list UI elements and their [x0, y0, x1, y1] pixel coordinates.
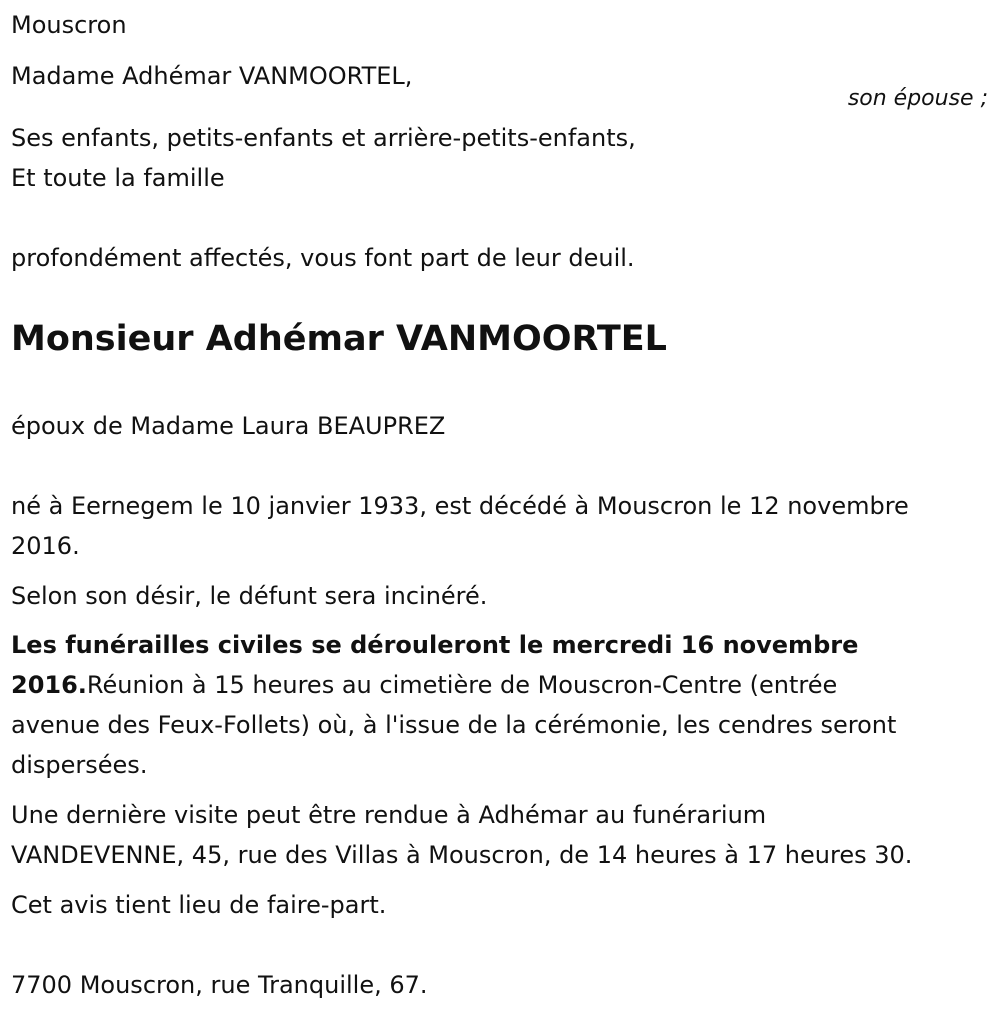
funeral-meeting: Réunion à 15 heures au cimetière de Mouscron-Centre (entrée: [86, 671, 838, 699]
family-address: 7700 Mouscron, rue Tranquille, 67.: [11, 971, 428, 999]
family-line-whole: Et toute la famille: [11, 164, 225, 192]
birth-death-line-1: né à Eernegem le 10 janvier 1933, est décédé à Mouscron le 12 novembre: [11, 492, 909, 520]
funeral-details-line-2: avenue des Feux-Follets) où, à l'issue de la cérémonie, les cendres seront: [11, 711, 897, 739]
mourning-text: profondément affectés, vous font part de leur deuil.: [11, 244, 635, 272]
widow-role: son épouse ;: [847, 86, 988, 111]
visit-line-1: Une dernière visite peut être rendue à Adhémar au funérarium: [11, 801, 767, 829]
visit-line-2: VANDEVENNE, 45, rue des Villas à Mouscron, de 14 heures à 17 heures 30.: [11, 841, 913, 869]
cremation-wish: Selon son désir, le défunt sera incinéré.: [11, 582, 488, 610]
city-heading: Mouscron: [11, 11, 127, 39]
family-line-children: Ses enfants, petits-enfants et arrière-petits-enfants,: [11, 124, 636, 152]
spouse-of: époux de Madame Laura BEAUPREZ: [11, 412, 446, 440]
deceased-name: Monsieur Adhémar VANMOORTEL: [11, 319, 667, 359]
funeral-details-line-1: [11, 665, 837, 705]
notice-note: Cet avis tient lieu de faire-part.: [11, 891, 387, 919]
widow-name: Madame Adhémar VANMOORTEL,: [11, 62, 413, 90]
funeral-details-line-3: dispersées.: [11, 751, 148, 779]
birth-death-line-2: 2016.: [11, 532, 80, 560]
funeral-announcement: Les funérailles civiles se dérouleront le mercredi 16 novembre: [11, 631, 859, 659]
funeral-year: 2016.: [11, 671, 87, 699]
